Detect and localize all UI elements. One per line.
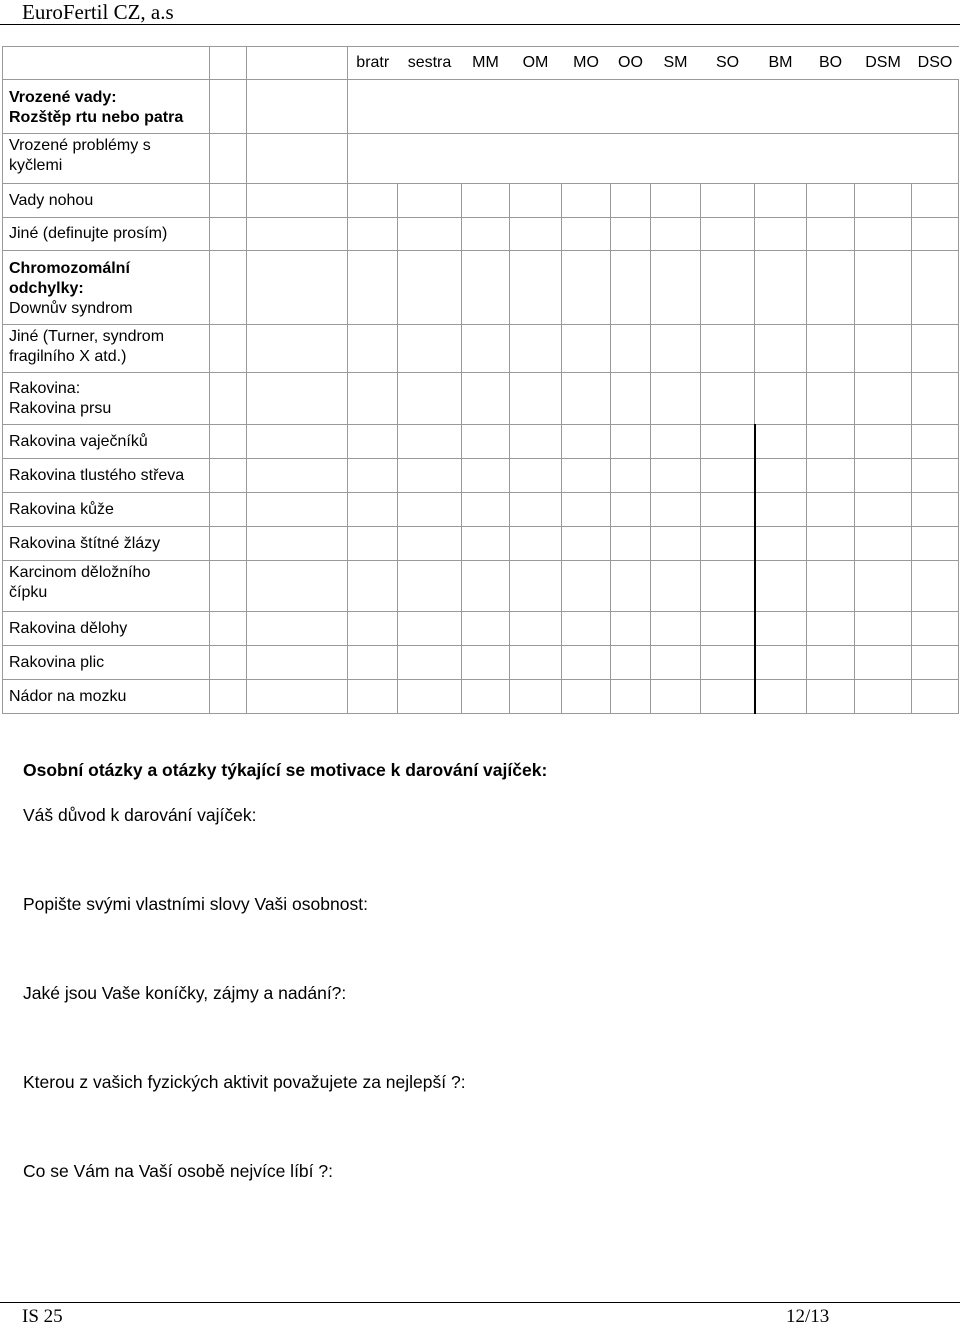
cell[interactable] (611, 680, 651, 714)
cell[interactable] (701, 325, 755, 373)
cell[interactable] (462, 325, 510, 373)
cell[interactable] (462, 184, 510, 218)
cell[interactable] (855, 184, 912, 218)
cell[interactable] (247, 680, 348, 714)
cell[interactable] (510, 425, 562, 459)
cell[interactable] (210, 459, 247, 493)
cell[interactable] (510, 218, 562, 251)
cell[interactable] (855, 325, 912, 373)
cell[interactable] (701, 612, 755, 646)
column-header: BO (807, 47, 855, 80)
column-header: MO (562, 47, 611, 80)
cell[interactable] (348, 80, 959, 134)
cell[interactable] (510, 680, 562, 714)
cell[interactable] (210, 251, 247, 325)
question-reason: Váš důvod k darování vajíček: (23, 805, 257, 825)
cell[interactable] (348, 459, 398, 493)
header-empty-label (3, 47, 210, 80)
cell[interactable] (651, 612, 701, 646)
cell[interactable] (348, 134, 959, 184)
cell[interactable] (398, 251, 462, 325)
cell[interactable] (755, 493, 807, 527)
cell[interactable] (651, 251, 701, 325)
cell[interactable] (210, 612, 247, 646)
cell[interactable] (755, 646, 807, 680)
row-label: Vrozené problémy s kyčlemi (3, 134, 210, 184)
family-history-table (2, 46, 959, 714)
cell[interactable] (701, 527, 755, 561)
row-label: Rakovina vaječníků (3, 425, 210, 459)
table-header-row (3, 47, 959, 80)
cell[interactable] (651, 493, 701, 527)
cell[interactable] (348, 527, 398, 561)
cell[interactable] (398, 459, 462, 493)
cell[interactable] (398, 373, 462, 425)
cell[interactable] (210, 527, 247, 561)
cell[interactable] (755, 325, 807, 373)
cell[interactable] (398, 184, 462, 218)
column-header: OM (510, 47, 562, 80)
cell[interactable] (210, 646, 247, 680)
cell[interactable] (562, 612, 611, 646)
cell[interactable] (398, 612, 462, 646)
cell[interactable] (651, 561, 701, 612)
cell[interactable] (348, 425, 398, 459)
cell[interactable] (611, 184, 651, 218)
cell[interactable] (611, 218, 651, 251)
cell[interactable] (462, 425, 510, 459)
cell[interactable] (912, 425, 959, 459)
cell[interactable] (348, 251, 398, 325)
cell[interactable] (611, 251, 651, 325)
cell[interactable] (247, 218, 348, 251)
cell[interactable] (855, 680, 912, 714)
cell[interactable] (462, 646, 510, 680)
cell[interactable] (348, 561, 398, 612)
row-label-text: Downův syndrom (9, 300, 133, 317)
cell[interactable] (611, 646, 651, 680)
cell[interactable] (855, 373, 912, 425)
cell[interactable] (651, 459, 701, 493)
cell[interactable] (247, 251, 348, 325)
cell[interactable] (755, 425, 807, 459)
cell[interactable] (247, 493, 348, 527)
cell[interactable] (348, 680, 398, 714)
question-self-liking: Co se Vám na Vaší osobě nejvíce líbí ?: (23, 1161, 333, 1181)
cell[interactable] (398, 325, 462, 373)
cell[interactable] (562, 325, 611, 373)
table-row (3, 184, 959, 218)
cell[interactable] (912, 325, 959, 373)
cell[interactable] (462, 218, 510, 251)
cell[interactable] (651, 325, 701, 373)
table-row (3, 425, 959, 459)
table-row (3, 373, 959, 425)
cell[interactable] (247, 459, 348, 493)
cell[interactable] (348, 325, 398, 373)
cell[interactable] (755, 680, 807, 714)
cell[interactable] (210, 218, 247, 251)
cell[interactable] (912, 493, 959, 527)
cell[interactable] (855, 527, 912, 561)
row-label: Rakovina tlustého střeva (3, 459, 210, 493)
cell[interactable] (348, 218, 398, 251)
cell[interactable] (755, 527, 807, 561)
cell[interactable] (611, 425, 651, 459)
cell[interactable] (855, 493, 912, 527)
column-header: SM (651, 47, 701, 80)
cell[interactable] (807, 425, 855, 459)
row-section-title: Rakovina: (9, 380, 81, 397)
cell[interactable] (510, 459, 562, 493)
cell[interactable] (562, 459, 611, 493)
cell[interactable] (562, 561, 611, 612)
cell[interactable] (651, 527, 701, 561)
cell[interactable] (912, 561, 959, 612)
cell[interactable] (755, 459, 807, 493)
cell[interactable] (701, 218, 755, 251)
cell[interactable] (651, 218, 701, 251)
cell[interactable] (855, 425, 912, 459)
cell[interactable] (510, 325, 562, 373)
cell[interactable] (462, 612, 510, 646)
cell[interactable] (807, 680, 855, 714)
cell[interactable] (247, 527, 348, 561)
cell[interactable] (462, 561, 510, 612)
cell[interactable] (651, 425, 701, 459)
cell[interactable] (611, 527, 651, 561)
column-header: OO (611, 47, 651, 80)
table-row (3, 680, 959, 714)
cell[interactable] (462, 493, 510, 527)
table-row (3, 134, 959, 184)
column-header: sestra (398, 47, 462, 80)
row-label-text: Rakovina prsu (9, 400, 112, 417)
cell[interactable] (701, 251, 755, 325)
cell[interactable] (807, 612, 855, 646)
cell[interactable] (807, 493, 855, 527)
cell[interactable] (398, 680, 462, 714)
cell[interactable] (755, 561, 807, 612)
cell[interactable] (611, 493, 651, 527)
footer-rule (0, 1302, 960, 1303)
cell[interactable] (247, 373, 348, 425)
cell[interactable] (510, 184, 562, 218)
cell[interactable] (510, 646, 562, 680)
table-row (3, 325, 959, 373)
cell[interactable] (510, 612, 562, 646)
question-hobbies: Jaké jsou Vaše koníčky, zájmy a nadání?: (23, 983, 347, 1003)
cell[interactable] (210, 373, 247, 425)
cell[interactable] (807, 646, 855, 680)
row-section-title: Chromozomální odchylky: (9, 260, 130, 297)
table-row (3, 218, 959, 251)
row-label: Jiné (Turner, syndrom fragilního X atd.) (3, 325, 210, 373)
cell[interactable] (912, 459, 959, 493)
cell[interactable] (701, 184, 755, 218)
cell[interactable] (247, 561, 348, 612)
cell[interactable] (210, 425, 247, 459)
cell[interactable] (755, 184, 807, 218)
cell[interactable] (701, 373, 755, 425)
cell[interactable] (562, 493, 611, 527)
row-section-title: Vrozené vady: (9, 89, 117, 106)
cell[interactable] (510, 527, 562, 561)
row-label: Jiné (definujte prosím) (3, 218, 210, 251)
column-header: SO (701, 47, 755, 80)
question-personality: Popište svými vlastními slovy Vaši osobnost: (23, 894, 368, 914)
cell[interactable] (510, 373, 562, 425)
cell[interactable] (807, 373, 855, 425)
header-empty-1 (210, 47, 247, 80)
cell[interactable] (462, 527, 510, 561)
cell[interactable] (348, 646, 398, 680)
cell[interactable] (807, 561, 855, 612)
cell[interactable] (210, 134, 247, 184)
row-label: Nádor na mozku (3, 680, 210, 714)
cell[interactable] (701, 425, 755, 459)
cell[interactable] (701, 561, 755, 612)
cell[interactable] (247, 325, 348, 373)
cell[interactable] (210, 325, 247, 373)
cell[interactable] (398, 646, 462, 680)
cell[interactable] (562, 184, 611, 218)
row-label: Vady nohou (3, 184, 210, 218)
cell[interactable] (210, 680, 247, 714)
cell[interactable] (562, 425, 611, 459)
cell[interactable] (462, 459, 510, 493)
cell[interactable] (348, 373, 398, 425)
cell[interactable] (247, 646, 348, 680)
column-header: MM (462, 47, 510, 80)
cell[interactable] (855, 459, 912, 493)
cell[interactable] (807, 251, 855, 325)
cell[interactable] (562, 251, 611, 325)
column-header: BM (755, 47, 807, 80)
cell[interactable] (398, 425, 462, 459)
cell[interactable] (210, 493, 247, 527)
cell[interactable] (510, 251, 562, 325)
cell[interactable] (611, 325, 651, 373)
cell[interactable] (348, 184, 398, 218)
cell[interactable] (855, 218, 912, 251)
cell[interactable] (462, 680, 510, 714)
cell[interactable] (210, 184, 247, 218)
cell[interactable] (398, 561, 462, 612)
table-row (3, 612, 959, 646)
cell[interactable] (562, 218, 611, 251)
cell[interactable] (807, 218, 855, 251)
cell[interactable] (611, 561, 651, 612)
cell[interactable] (701, 646, 755, 680)
cell[interactable] (247, 134, 348, 184)
cell[interactable] (247, 425, 348, 459)
cell[interactable] (562, 646, 611, 680)
cell[interactable] (701, 493, 755, 527)
cell[interactable] (247, 612, 348, 646)
cell[interactable] (611, 612, 651, 646)
cell[interactable] (462, 373, 510, 425)
cell[interactable] (562, 680, 611, 714)
footer-page-number: 12/13 (786, 1306, 830, 1327)
cell[interactable] (651, 680, 701, 714)
cell[interactable] (755, 612, 807, 646)
cell[interactable] (855, 251, 912, 325)
cell[interactable] (611, 459, 651, 493)
column-header: bratr (348, 47, 398, 80)
cell[interactable] (912, 373, 959, 425)
cell[interactable] (807, 459, 855, 493)
cell[interactable] (398, 527, 462, 561)
table-row (3, 80, 959, 134)
cell[interactable] (611, 373, 651, 425)
cell[interactable] (855, 612, 912, 646)
company-name: EuroFertil CZ, a.s (22, 0, 174, 24)
cell[interactable] (807, 184, 855, 218)
table-row (3, 459, 959, 493)
footer-doc-code: IS 25 (22, 1306, 63, 1327)
cell[interactable] (562, 527, 611, 561)
cell[interactable] (462, 251, 510, 325)
cell[interactable] (855, 561, 912, 612)
cell[interactable] (807, 325, 855, 373)
cell[interactable] (912, 612, 959, 646)
cell[interactable] (912, 251, 959, 325)
row-label: Rakovina štítné žlázy (3, 527, 210, 561)
cell[interactable] (247, 184, 348, 218)
cell[interactable] (912, 184, 959, 218)
question-physical-activity: Kterou z vašich fyzických aktivit považujete za nejlepší ?: (23, 1072, 466, 1092)
cell[interactable] (755, 218, 807, 251)
cell[interactable] (755, 373, 807, 425)
cell[interactable] (807, 527, 855, 561)
cell[interactable] (701, 459, 755, 493)
cell[interactable] (510, 493, 562, 527)
cell[interactable] (562, 373, 611, 425)
row-label (3, 373, 210, 425)
row-label: Karcinom děložního čípku (3, 561, 210, 612)
table-row (3, 527, 959, 561)
header-empty-2 (247, 47, 348, 80)
cell[interactable] (651, 373, 701, 425)
row-label: Rakovina kůže (3, 493, 210, 527)
cell[interactable] (510, 561, 562, 612)
cell[interactable] (210, 561, 247, 612)
column-header: DSM (855, 47, 912, 80)
cell[interactable] (348, 493, 398, 527)
cell[interactable] (210, 80, 247, 134)
row-label (3, 251, 210, 325)
row-label-text: Rozštěp rtu nebo patra (9, 109, 184, 126)
cell[interactable] (855, 646, 912, 680)
cell[interactable] (348, 612, 398, 646)
cell[interactable] (912, 218, 959, 251)
row-label: Rakovina plic (3, 646, 210, 680)
cell[interactable] (912, 680, 959, 714)
table-row (3, 561, 959, 612)
cell[interactable] (912, 527, 959, 561)
header-rule (0, 24, 960, 25)
table-row (3, 493, 959, 527)
table-row (3, 646, 959, 680)
row-label: Rakovina dělohy (3, 612, 210, 646)
cell[interactable] (651, 646, 701, 680)
row-label (3, 80, 210, 134)
cell[interactable] (651, 184, 701, 218)
cell[interactable] (701, 680, 755, 714)
cell[interactable] (398, 493, 462, 527)
column-header: DSO (912, 47, 959, 80)
cell[interactable] (398, 218, 462, 251)
cell[interactable] (912, 646, 959, 680)
cell[interactable] (247, 80, 348, 134)
cell[interactable] (755, 251, 807, 325)
table-row (3, 251, 959, 325)
section-title: Osobní otázky a otázky týkající se motivace k darování vajíček: (23, 760, 548, 780)
